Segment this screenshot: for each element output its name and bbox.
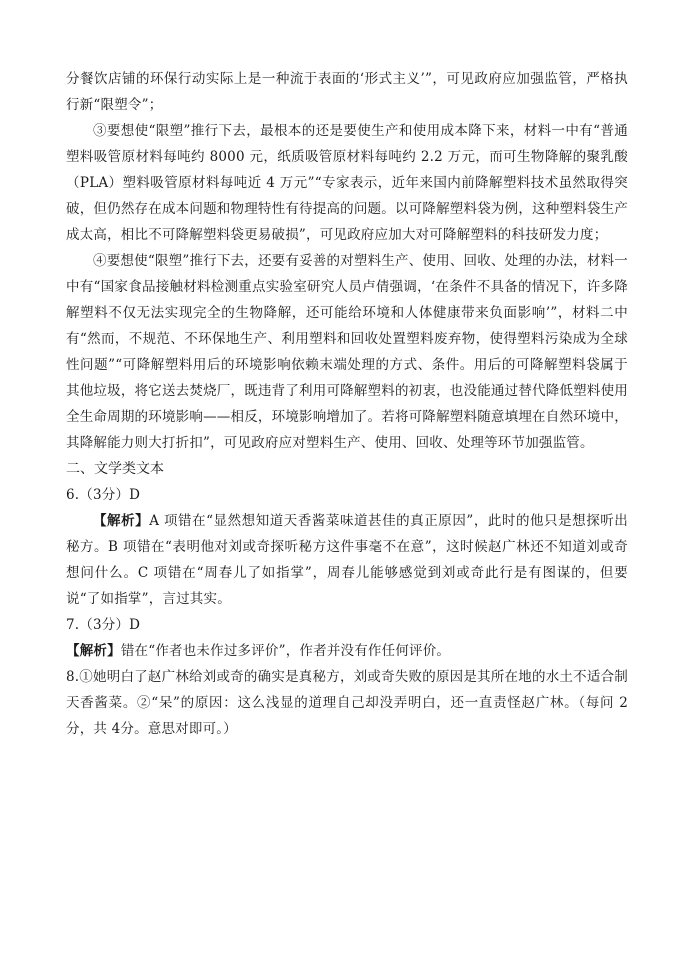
question-7-label: 7.（3分）D xyxy=(66,617,141,633)
paragraph-point-4: ④要想使“限塑”推行下去，还要有妥善的对塑料生产、使用、回收、处理的办法，材料一中有“国家食品接触材料检测重点实验室研究人员卢倩强调，‘在条件不具备的情况下，许多降解塑料不仅无法实现完全的生物降解，还可能给环境和人体健康带来负面影响’”，材料二中有“然而，不规范、不环保地生产、利用塑料和回收处置塑料废弃物，使得塑料污染成为全球性问题”“可降解塑料用后的环境影响依赖末端处理的方式、条件。用后的可降解塑料袋属于其他垃圾，将它送去焚烧厂，既违背了利用可降解塑料的初衷，也没能通过替代降低塑料使用全生命周期的环境影响——相反，环境影响增加了。若将可降解塑料随意填埋在自然环境中，其降解能力则大打折扣”，可见政府应对塑料生产、使用、回收、处理等环节加强监管。 xyxy=(66,253,628,451)
question-6-analysis xyxy=(66,508,628,612)
document-page xyxy=(66,66,628,742)
question-7-analysis-text: 错在“作者也未作过多评价”，作者并没有作任何评价。 xyxy=(120,643,451,659)
paragraph-continued: 分餐饮店铺的环保行动实际上是一种流于表面的‘形式主义’”，可见政府应加强监管，严格执行新“限塑令”； xyxy=(66,71,628,113)
question-6-label: 6.（3分）D xyxy=(66,487,141,503)
analysis-tag: 【解析】 xyxy=(93,513,150,529)
question-7-analysis xyxy=(66,638,628,664)
section-heading: 二、文学类文本 xyxy=(66,461,164,477)
analysis-tag: 【解析】 xyxy=(66,643,121,659)
question-6-analysis-text: A 项错在“显然想知道天香酱菜味道甚佳的真正原因”，此时的他只是想探听出秘方。B 项错在“表明他对刘或奇探听秘方这件事毫不在意”，这时候赵广林还不知道刘或奇想问什么。C 项错在“周春儿了如指掌”，周春儿能够感觉到刘或奇此行是有图谋的，但要说“了如指掌”，言过其实。 xyxy=(66,513,628,607)
question-8-answer: 8.①她明白了赵广林给刘或奇的确实是真秘方，刘或奇失败的原因是其所在地的水土不适合制天香酱菜。②“呆”的原因：这么浅显的道理自己却没弄明白，还一直责怪赵广林。（每问 2分，共 4分。意思对即可。） xyxy=(66,669,628,737)
paragraph-point-3: ③要想使“限塑”推行下去，最根本的还是要使生产和使用成本降下来，材料一中有“普通塑料吸管原材料每吨约 8000 元，纸质吸管原材料每吨约 2.2 万元，而可生物降解的聚乳酸（PLA）塑料吸管原材料每吨近 4 万元”“专家表示，近年来国内前降解塑料技术虽然取得突破，但仍然存在成本问题和物理特性有待提高的问题。以可降解塑料袋为例，这种塑料袋生产成太高，相比不可降解塑料袋更易破损”，可见政府应加大对可降解塑料的科技研发力度； xyxy=(66,123,628,243)
